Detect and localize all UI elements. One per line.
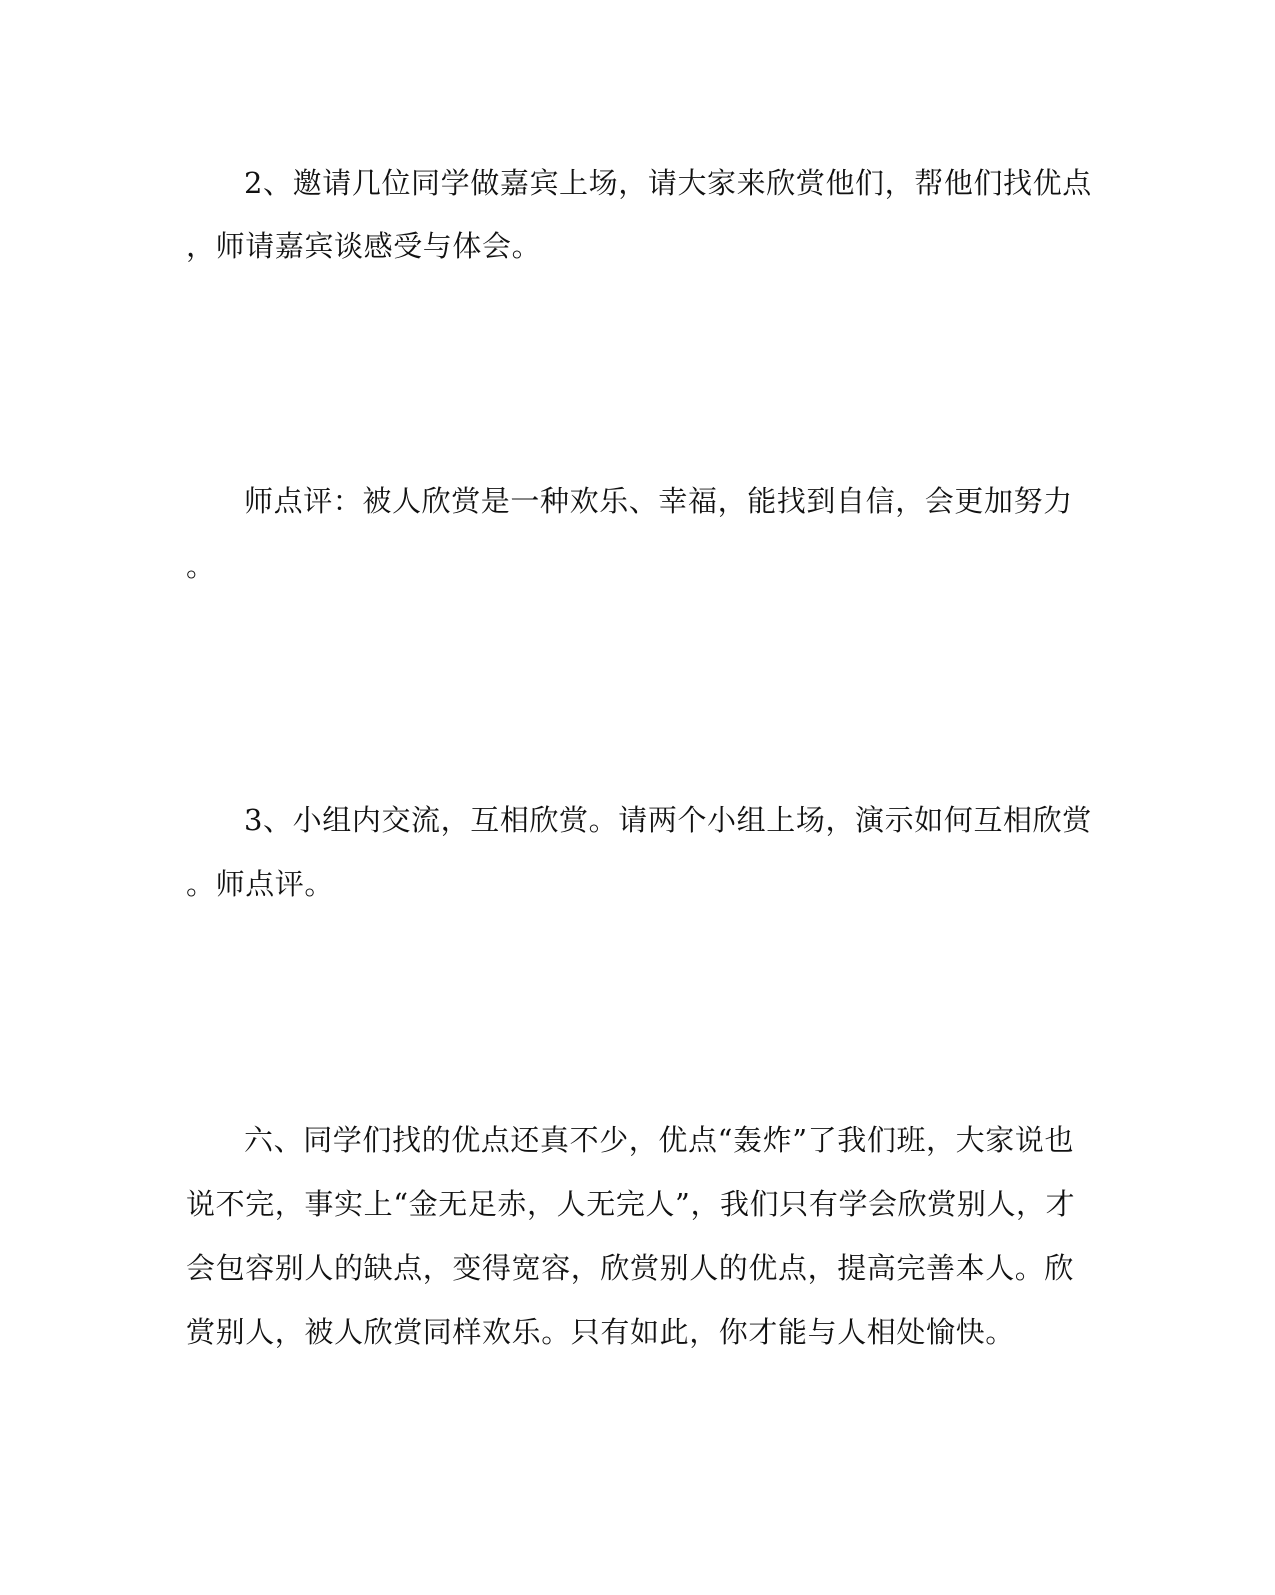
paragraph-4-line-3: 会包容别人的缺点，变得宽容，欣赏别人的优点，提高完善本人。欣	[186, 1251, 1075, 1285]
paragraph-3-line-2: 。师点评。	[186, 867, 335, 901]
paragraph-4-line-4: 赏别人，被人欣赏同样欢乐。只有如此，你才能与人相处愉快。	[186, 1315, 1015, 1349]
paragraph-1-line-1: 2、邀请几位同学做嘉宾上场，请大家来欣赏他们，帮他们找优点	[244, 166, 1092, 200]
paragraph-4-line-2: 说不完，事实上“金无足赤，人无完人”，我们只有学会欣赏别人，才	[186, 1187, 1076, 1221]
paragraph-1-line-2: ，师请嘉宾谈感受与体会。	[186, 229, 542, 263]
paragraph-4-line-1: 六、同学们找的优点还真不少，优点“轰炸”了我们班，大家说也	[244, 1123, 1075, 1157]
paragraph-3-line-1: 3、小组内交流，互相欣赏。请两个小组上场，演示如何互相欣赏	[244, 803, 1092, 837]
paragraph-2-line-1: 师点评：被人欣赏是一种欢乐、幸福，能找到自信，会更加努力	[244, 484, 1073, 518]
paragraph-2-line-2: 。	[186, 549, 216, 583]
